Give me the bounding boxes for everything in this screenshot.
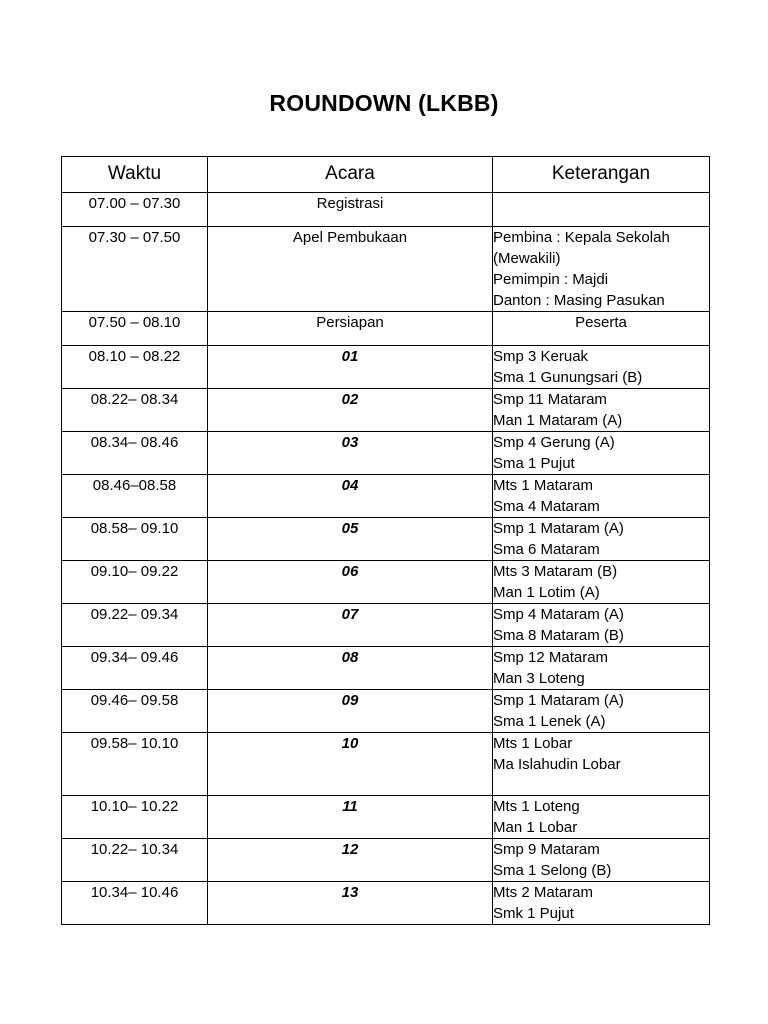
notes-line: Pemimpin : Majdi	[493, 271, 609, 288]
time-cell: 08.46–08.58	[62, 475, 208, 518]
notes-line: Smk 1 Pujut	[493, 905, 574, 922]
notes-cell	[493, 796, 710, 839]
table-row	[62, 432, 710, 475]
notes-cell	[493, 227, 710, 312]
notes-line: Mts 1 Loteng	[493, 798, 580, 815]
notes-line: Smp 4 Mataram (A)	[493, 606, 624, 623]
notes-line: Smp 4 Gerung (A)	[493, 434, 615, 451]
notes-line: Mts 2 Mataram	[493, 884, 594, 901]
notes-cell	[493, 432, 710, 475]
table-row	[62, 227, 710, 312]
table-row	[62, 561, 710, 604]
event-cell: 07	[208, 604, 493, 647]
time-cell: 09.10– 09.22	[62, 561, 208, 604]
notes-cell	[493, 312, 710, 346]
notes-line: Smp 1 Mataram (A)	[493, 692, 624, 709]
notes-line: Sma 4 Mataram	[493, 498, 600, 515]
table-row	[62, 690, 710, 733]
event-cell: Apel Pembukaan	[208, 227, 493, 312]
notes-cell	[493, 839, 710, 882]
notes-line: Sma 1 Selong (B)	[493, 862, 612, 879]
notes-line: Danton : Masing Pasukan	[493, 292, 665, 309]
notes-line: Man 1 Mataram (A)	[493, 412, 623, 429]
time-cell: 10.22– 10.34	[62, 839, 208, 882]
notes-cell	[493, 733, 710, 796]
notes-line: Pembina : Kepala Sekolah	[493, 229, 670, 246]
notes-cell	[493, 346, 710, 389]
header-event: Acara	[208, 157, 493, 193]
table-body	[62, 193, 710, 925]
notes-line: Ma Islahudin Lobar	[493, 756, 621, 773]
event-cell: 09	[208, 690, 493, 733]
notes-line: Sma 1 Gunungsari (B)	[493, 369, 643, 386]
table-row	[62, 796, 710, 839]
table-row	[62, 312, 710, 346]
notes-line: Smp 11 Mataram	[493, 391, 607, 408]
notes-line: Smp 3 Keruak	[493, 348, 589, 365]
time-cell: 09.34– 09.46	[62, 647, 208, 690]
table-row	[62, 604, 710, 647]
notes-line: Smp 9 Mataram	[493, 841, 600, 858]
header-time: Waktu	[62, 157, 208, 193]
time-cell: 09.22– 09.34	[62, 604, 208, 647]
event-cell: Persiapan	[208, 312, 493, 346]
notes-line: Smp 12 Mataram	[493, 649, 609, 666]
notes-line: Peserta	[575, 314, 627, 331]
notes-cell	[493, 561, 710, 604]
notes-line: Man 1 Lotim (A)	[493, 584, 600, 601]
event-cell: 12	[208, 839, 493, 882]
table-row	[62, 647, 710, 690]
notes-line: Sma 1 Lenek (A)	[493, 713, 606, 730]
notes-line: Sma 1 Pujut	[493, 455, 575, 472]
time-cell: 10.34– 10.46	[62, 882, 208, 925]
event-cell: 03	[208, 432, 493, 475]
notes-line: Smp 1 Mataram (A)	[493, 520, 624, 537]
time-cell: 09.46– 09.58	[62, 690, 208, 733]
time-cell: 07.50 – 08.10	[62, 312, 208, 346]
table-row	[62, 389, 710, 432]
notes-line: Sma 6 Mataram	[493, 541, 600, 558]
notes-cell	[493, 518, 710, 561]
notes-cell	[493, 882, 710, 925]
event-cell: 04	[208, 475, 493, 518]
header-notes: Keterangan	[493, 157, 710, 193]
time-cell: 10.10– 10.22	[62, 796, 208, 839]
time-cell: 07.00 – 07.30	[62, 193, 208, 227]
notes-line: Mts 3 Mataram (B)	[493, 563, 618, 580]
time-cell: 08.34– 08.46	[62, 432, 208, 475]
event-cell: 02	[208, 389, 493, 432]
table-row	[62, 518, 710, 561]
table-row	[62, 882, 710, 925]
time-cell: 08.10 – 08.22	[62, 346, 208, 389]
event-cell: 13	[208, 882, 493, 925]
notes-line: Mts 1 Lobar	[493, 735, 573, 752]
event-cell: Registrasi	[208, 193, 493, 227]
time-cell: 09.58– 10.10	[62, 733, 208, 796]
event-cell: 08	[208, 647, 493, 690]
time-cell: 07.30 – 07.50	[62, 227, 208, 312]
notes-cell	[493, 475, 710, 518]
notes-cell	[493, 389, 710, 432]
notes-line: (Mewakili)	[493, 250, 561, 267]
notes-line: Mts 1 Mataram	[493, 477, 594, 494]
rundown-table	[61, 156, 710, 925]
table-header-row	[62, 157, 710, 193]
time-cell: 08.22– 08.34	[62, 389, 208, 432]
event-cell: 11	[208, 796, 493, 839]
notes-cell	[493, 690, 710, 733]
event-cell: 10	[208, 733, 493, 796]
table-row	[62, 733, 710, 796]
notes-cell	[493, 604, 710, 647]
event-cell: 06	[208, 561, 493, 604]
notes-line: Sma 8 Mataram (B)	[493, 627, 624, 644]
event-cell: 01	[208, 346, 493, 389]
table-row	[62, 475, 710, 518]
table-row	[62, 346, 710, 389]
table-row	[62, 193, 710, 227]
notes-cell	[493, 193, 710, 227]
time-cell: 08.58– 09.10	[62, 518, 208, 561]
notes-line: Man 1 Lobar	[493, 819, 578, 836]
notes-line: Man 3 Loteng	[493, 670, 585, 687]
table-row	[62, 839, 710, 882]
notes-cell	[493, 647, 710, 690]
event-cell: 05	[208, 518, 493, 561]
page-title: ROUNDOWN (LKBB)	[269, 90, 499, 116]
